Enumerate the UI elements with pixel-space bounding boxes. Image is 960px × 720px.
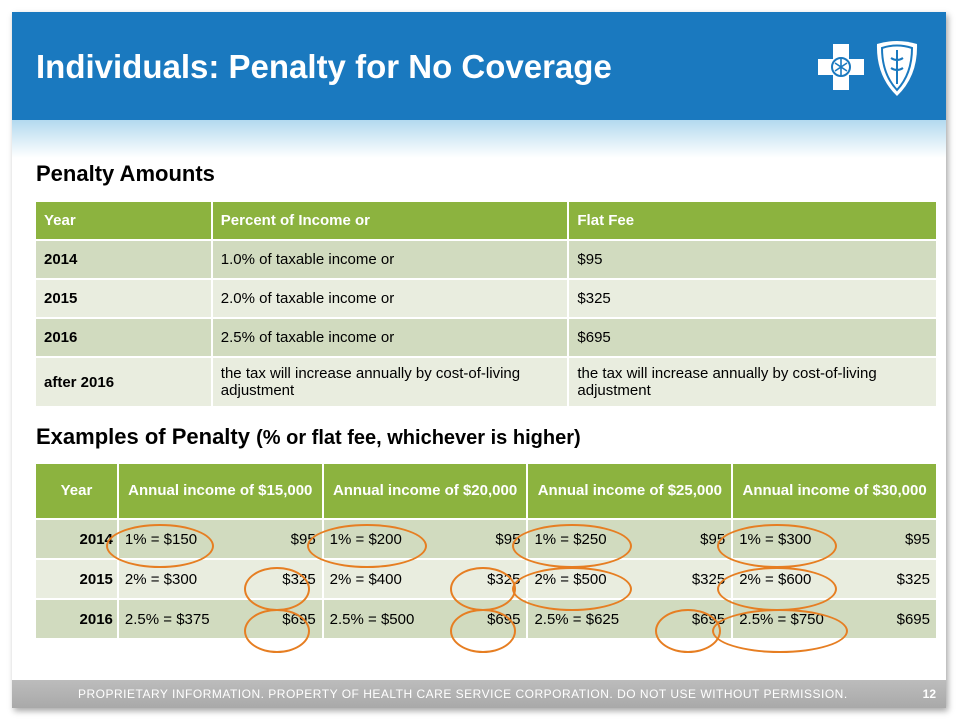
example-cell: [527, 599, 732, 638]
page-number: 12: [922, 687, 936, 701]
table-header-row: [36, 202, 937, 240]
year-cell: after 2016: [36, 357, 212, 406]
flat-fee-cell: $695: [568, 318, 937, 357]
flat-fee-amount: $95: [495, 530, 521, 548]
example-cell: [527, 559, 732, 599]
slide-header: [12, 12, 946, 120]
percent-amount: 1% = $150: [124, 530, 198, 548]
year-cell: 2015: [36, 559, 118, 599]
percent-cell: 2.0% of taxable income or: [212, 279, 569, 318]
percent-amount: 1% = $250: [534, 530, 607, 548]
example-cell: [732, 599, 937, 638]
year-cell: 2016: [36, 599, 118, 638]
example-cell: [323, 559, 528, 599]
percent-cell: the tax will increase annually by cost-of-living adjustment: [212, 357, 569, 406]
flat-fee-cell: $95: [568, 240, 937, 279]
year-cell: 2014: [36, 519, 118, 559]
column-header: Annual income of $15,000: [118, 464, 323, 519]
column-header: Flat Fee: [568, 202, 937, 240]
header-band: [12, 120, 946, 158]
table-row: [36, 519, 937, 559]
percent-amount: 2.5% = $750: [739, 610, 824, 628]
table-row: [36, 357, 937, 406]
slide-footer: [12, 680, 946, 708]
footer-text: PROPRIETARY INFORMATION. PROPERTY OF HEALTH CARE SERVICE CORPORATION. DO NOT USE WITHOUT PERMISSION.: [78, 687, 848, 701]
examples-heading-note: (% or flat fee, whichever is higher): [256, 427, 581, 449]
column-header: Year: [36, 202, 212, 240]
flat-fee-amount: $695: [487, 610, 521, 628]
percent-cell: 1.0% of taxable income or: [212, 240, 569, 279]
penalty-amounts-table: [36, 202, 938, 406]
flat-fee-cell: $325: [568, 279, 937, 318]
year-cell: 2016: [36, 318, 212, 357]
flat-fee-amount: $325: [691, 570, 726, 588]
flat-fee-amount: $95: [290, 530, 316, 548]
table-row: [36, 599, 937, 638]
flat-fee-amount: $695: [282, 610, 316, 628]
examples-heading-title: Examples of Penalty: [36, 424, 250, 449]
example-cell: [118, 519, 323, 559]
column-header: Percent of Income or: [212, 202, 569, 240]
percent-amount: 2.5% = $375: [124, 610, 210, 628]
penalty-amounts-heading: Penalty Amounts: [36, 161, 215, 186]
table-row: [36, 559, 937, 599]
percent-amount: 2.5% = $500: [329, 610, 415, 628]
percent-amount: 2.5% = $625: [534, 610, 620, 628]
examples-table: [36, 464, 938, 638]
percent-amount: 1% = $300: [739, 530, 812, 548]
flat-fee-amount: $695: [896, 610, 930, 628]
table-row: [36, 279, 937, 318]
table-header-row: [36, 464, 937, 519]
example-cell: [732, 559, 937, 599]
slide-title: Individuals: Penalty for No Coverage: [36, 48, 612, 85]
flat-fee-cell: the tax will increase annually by cost-of-living adjustment: [568, 357, 937, 406]
example-cell: [527, 519, 732, 559]
example-cell: [118, 559, 323, 599]
blue-shield-icon: [874, 38, 920, 98]
percent-amount: 2% = $400: [329, 570, 402, 588]
example-cell: [118, 599, 323, 638]
column-header: Year: [36, 464, 118, 519]
examples-heading: [36, 424, 581, 450]
percent-amount: 2% = $600: [739, 570, 812, 588]
year-cell: 2014: [36, 240, 212, 279]
example-cell: [732, 519, 937, 559]
table-row: [36, 240, 937, 279]
flat-fee-amount: $695: [691, 610, 726, 628]
percent-amount: 2% = $300: [124, 570, 198, 588]
flat-fee-amount: $95: [700, 530, 726, 548]
percent-cell: 2.5% of taxable income or: [212, 318, 569, 357]
flat-fee-amount: $325: [487, 570, 521, 588]
blue-cross-icon: [816, 42, 866, 92]
column-header: Annual income of $20,000: [323, 464, 528, 519]
table-row: [36, 318, 937, 357]
column-header: Annual income of $30,000: [732, 464, 937, 519]
percent-amount: 1% = $200: [329, 530, 402, 548]
column-header: Annual income of $25,000: [527, 464, 732, 519]
flat-fee-amount: $325: [896, 570, 930, 588]
example-cell: [323, 599, 528, 638]
percent-amount: 2% = $500: [534, 570, 607, 588]
example-cell: [323, 519, 528, 559]
flat-fee-amount: $95: [904, 530, 930, 548]
slide: [12, 12, 946, 708]
year-cell: 2015: [36, 279, 212, 318]
flat-fee-amount: $325: [282, 570, 316, 588]
